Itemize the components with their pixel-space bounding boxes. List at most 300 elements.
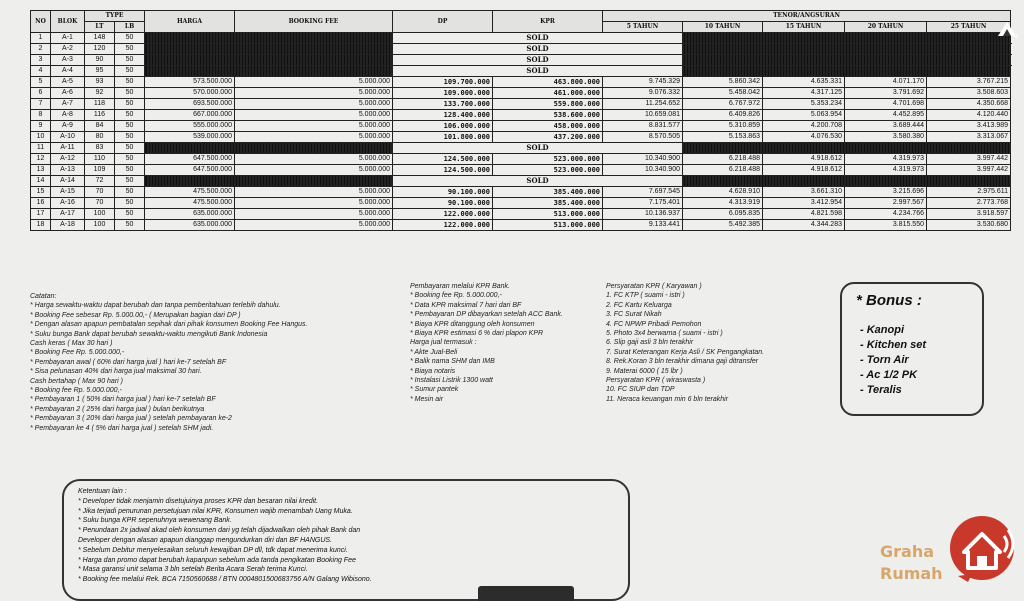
cell-lb: 50 (115, 165, 145, 176)
cell-lt: 70 (85, 187, 115, 198)
cell-harga: 475.500.000 (145, 198, 235, 209)
cell-15-tahun: 3.661.310 (763, 187, 845, 198)
table-row (31, 209, 1011, 220)
kpr-bank-line: * Data KPR maksimal 7 hari dari BF (410, 301, 522, 309)
cell-sold: SOLD (393, 55, 683, 66)
cell-dp: 109.000.000 (393, 88, 493, 99)
cell-redacted (683, 44, 1011, 55)
persyaratan-notes (606, 282, 764, 404)
persyaratan-line: 9. Materai 6000 ( 15 lbr ) (606, 367, 683, 375)
catatan-line: * Booking Fee sebesar Rp. 5.000.00,- ( Merupakan bagian dari DP ) (30, 311, 241, 319)
cell-kpr: 463.800.000 (493, 77, 603, 88)
header-15-tahun: 15 TAHUN (763, 22, 845, 33)
header-10-tahun: 10 TAHUN (683, 22, 763, 33)
cell-lt: 116 (85, 110, 115, 121)
cell-blok: A-5 (51, 77, 85, 88)
cell-lb: 50 (115, 33, 145, 44)
table-row (31, 99, 1011, 110)
table-row (31, 198, 1011, 209)
cell-25-tahun: 2.773.768 (927, 198, 1011, 209)
cell-lt: 110 (85, 154, 115, 165)
catatan-notes (30, 292, 307, 433)
catatan-line: * Pembayaran awal ( 60% dari harga jual ) hari ke-7 setelah BF (30, 358, 227, 366)
cell-no: 9 (31, 121, 51, 132)
table-row (31, 110, 1011, 121)
cell-blok: A-15 (51, 187, 85, 198)
catatan-line: * Pembayaran 3 ( 20% dari harga jual ) setelah pembayaran ke-2 (30, 415, 232, 423)
cell-25-tahun: 3.530.680 (927, 220, 1011, 231)
cell-booking-fee: 5.000.000 (235, 88, 393, 99)
cell-redacted (145, 143, 393, 154)
cell-harga: 539.000.000 (145, 132, 235, 143)
cell-harga: 647.500.000 (145, 165, 235, 176)
kpr-bank-line: * Instalasi Listrik 1300 watt (410, 377, 493, 385)
table-row (31, 66, 1011, 77)
cell-10-tahun: 5.860.342 (683, 77, 763, 88)
persyaratan-line: Persyaratan KPR ( Karyawan ) (606, 283, 702, 290)
cell-booking-fee: 5.000.000 (235, 99, 393, 110)
cell-redacted (683, 66, 1011, 77)
cell-kpr: 523.000.000 (493, 154, 603, 165)
catatan-line: Cash keras ( Max 30 hari ) (30, 340, 113, 348)
persyaratan-line: 2. FC Kartu Keluarga (606, 301, 672, 309)
cell-lb: 50 (115, 198, 145, 209)
cell-redacted (683, 55, 1011, 66)
cell-lt: 80 (85, 132, 115, 143)
price-table (30, 10, 1011, 231)
cell-blok: A-11 (51, 143, 85, 154)
cell-lt: 84 (85, 121, 115, 132)
cell-20-tahun: 3.580.380 (845, 132, 927, 143)
header-lt: LT (85, 22, 115, 33)
cell-lb: 50 (115, 88, 145, 99)
cell-10-tahun: 5.310.859 (683, 121, 763, 132)
cell-10-tahun: 5.492.385 (683, 220, 763, 231)
catatan-line: * Sisa pelunasan 40% dari harga jual maksimal 30 hari. (30, 368, 202, 376)
table-row (31, 55, 1011, 66)
cell-15-tahun: 4.918.612 (763, 165, 845, 176)
cell-booking-fee: 5.000.000 (235, 110, 393, 121)
cell-dp: 133.700.000 (393, 99, 493, 110)
cell-15-tahun: 4.344.283 (763, 220, 845, 231)
cell-lb: 50 (115, 77, 145, 88)
table-row (31, 132, 1011, 143)
kpr-bank-line: Pembayaran melalui KPR Bank. (410, 283, 510, 290)
cell-harga: 647.500.000 (145, 154, 235, 165)
bonus-item: - Ac 1/2 PK (860, 369, 918, 381)
cell-blok: A-16 (51, 198, 85, 209)
cell-lb: 50 (115, 132, 145, 143)
cell-booking-fee: 5.000.000 (235, 220, 393, 231)
cell-lb: 50 (115, 176, 145, 187)
ketentuan-line: * Suku bunga KPR sepenuhnya wewenang Bank. (78, 517, 232, 525)
cell-no: 13 (31, 165, 51, 176)
cell-no: 11 (31, 143, 51, 154)
persyaratan-line: 1. FC KTP ( suami - istri ) (606, 292, 685, 300)
price-table-body (31, 33, 1011, 231)
cell-harga: 635.000.000 (145, 220, 235, 231)
cell-harga: 693.500.000 (145, 99, 235, 110)
kpr-bank-line: Harga jual termasuk : (410, 339, 477, 347)
cell-5-tahun: 8.570.505 (603, 132, 683, 143)
ketentuan-box (62, 479, 630, 601)
cell-lb: 50 (115, 55, 145, 66)
cell-sold: SOLD (393, 176, 683, 187)
cell-10-tahun: 4.628.910 (683, 187, 763, 198)
cell-dp: 128.400.000 (393, 110, 493, 121)
cell-no: 15 (31, 187, 51, 198)
cell-20-tahun: 4.452.895 (845, 110, 927, 121)
catatan-line: Catatan: (30, 293, 57, 300)
kpr-bank-line: * Booking fee Rp. 5.000.000,- (410, 292, 502, 300)
cell-20-tahun: 3.815.550 (845, 220, 927, 231)
cell-15-tahun: 5.063.954 (763, 110, 845, 121)
cell-5-tahun: 9.133.441 (603, 220, 683, 231)
cell-10-tahun: 6.095.835 (683, 209, 763, 220)
cell-lb: 50 (115, 187, 145, 198)
header-no: NO (31, 11, 51, 33)
persyaratan-line: 6. Slip gaji asli 3 bln terakhir (606, 339, 694, 347)
cell-no: 7 (31, 99, 51, 110)
cell-no: 5 (31, 77, 51, 88)
cell-blok: A-1 (51, 33, 85, 44)
header-25-tahun: 25 TAHUN (927, 22, 1011, 33)
cell-blok: A-13 (51, 165, 85, 176)
kpr-bank-line: * Sumur pantek (410, 386, 459, 394)
cell-booking-fee: 5.000.000 (235, 209, 393, 220)
kpr-bank-notes (410, 282, 563, 404)
cell-10-tahun: 5.153.863 (683, 132, 763, 143)
cell-kpr: 513.000.000 (493, 220, 603, 231)
cell-blok: A-12 (51, 154, 85, 165)
cell-dp: 90.100.000 (393, 198, 493, 209)
cell-no: 14 (31, 176, 51, 187)
cell-5-tahun: 7.697.545 (603, 187, 683, 198)
cell-blok: A-18 (51, 220, 85, 231)
cell-kpr: 513.000.000 (493, 209, 603, 220)
cell-no: 4 (31, 66, 51, 77)
kpr-bank-line: * Akte Jual-Beli (410, 348, 458, 356)
cell-15-tahun: 4.635.331 (763, 77, 845, 88)
cell-redacted (683, 33, 1011, 44)
cell-redacted (145, 44, 393, 55)
cell-no: 12 (31, 154, 51, 165)
cell-no: 16 (31, 198, 51, 209)
cell-10-tahun: 6.218.488 (683, 154, 763, 165)
cell-dp: 122.000.000 (393, 220, 493, 231)
cell-lt: 95 (85, 66, 115, 77)
cell-blok: A-14 (51, 176, 85, 187)
cell-5-tahun: 10.340.900 (603, 154, 683, 165)
header-type: TYPE (85, 11, 145, 22)
cell-sold: SOLD (393, 44, 683, 55)
persyaratan-line: Persyaratan KPR ( wiraswasta ) (606, 377, 706, 385)
cell-5-tahun: 10.340.900 (603, 165, 683, 176)
cell-5-tahun: 9.076.332 (603, 88, 683, 99)
header-20-tahun: 20 TAHUN (845, 22, 927, 33)
cell-lb: 50 (115, 44, 145, 55)
cell-kpr: 559.800.000 (493, 99, 603, 110)
cell-redacted (145, 176, 393, 187)
cell-10-tahun: 6.409.826 (683, 110, 763, 121)
cell-booking-fee: 5.000.000 (235, 154, 393, 165)
cell-no: 1 (31, 33, 51, 44)
cell-5-tahun: 10.136.937 (603, 209, 683, 220)
cell-redacted (145, 55, 393, 66)
cell-20-tahun: 3.689.444 (845, 121, 927, 132)
cell-lb: 50 (115, 143, 145, 154)
persyaratan-line: 5. Photo 3x4 berwarna ( suami - istri ) (606, 330, 723, 338)
cell-no: 8 (31, 110, 51, 121)
catatan-line: Cash bertahap ( Max 90 hari ) (30, 377, 123, 385)
watermark-word-rumah: Rumah (880, 564, 943, 583)
cell-20-tahun: 3.215.696 (845, 187, 927, 198)
cell-redacted (145, 33, 393, 44)
bonus-item: - Torn Air (860, 354, 909, 366)
cell-10-tahun: 6.767.972 (683, 99, 763, 110)
cell-redacted (683, 176, 1011, 187)
cell-25-tahun: 3.413.989 (927, 121, 1011, 132)
cell-kpr: 385.400.000 (493, 187, 603, 198)
cell-20-tahun: 4.234.766 (845, 209, 927, 220)
ketentuan-line: * Booking fee melalui Rek. BCA 7150560688 / BTN 0004801500683756 A/N Galang Wibisono. (78, 576, 372, 584)
cell-20-tahun: 4.319.973 (845, 154, 927, 165)
cell-lt: 83 (85, 143, 115, 154)
cell-lt: 100 (85, 220, 115, 231)
cell-lt: 70 (85, 198, 115, 209)
cell-20-tahun: 4.319.973 (845, 165, 927, 176)
cell-dp: 122.000.000 (393, 209, 493, 220)
kpr-bank-line: * Pembayaran DP dibayarkan setelah ACC Bank. (410, 311, 563, 319)
cell-dp: 124.500.000 (393, 154, 493, 165)
cell-blok: A-3 (51, 55, 85, 66)
cell-harga: 570.000.000 (145, 88, 235, 99)
ketentuan-line: * Harga dan promo dapat berubah kapanpun sebelum ada tanda pengikatan Booking Fee (78, 556, 356, 564)
cell-lb: 50 (115, 110, 145, 121)
cell-dp: 106.000.000 (393, 121, 493, 132)
kpr-bank-line: * Balik nama SHM dan IMB (410, 358, 495, 366)
bonus-title: * Bonus : (856, 292, 922, 309)
cell-kpr: 458.000.000 (493, 121, 603, 132)
cell-5-tahun: 7.175.401 (603, 198, 683, 209)
cell-25-tahun: 3.997.442 (927, 154, 1011, 165)
cell-15-tahun: 4.200.708 (763, 121, 845, 132)
ketentuan-line: Developer dengan alasan apapun dianggap mengundurkan diri dan BF HANGUS. (78, 536, 332, 544)
cell-sold: SOLD (393, 66, 683, 77)
cell-no: 10 (31, 132, 51, 143)
cell-booking-fee: 5.000.000 (235, 165, 393, 176)
persyaratan-line: 4. FC NPWP Pribadi Pemohon (606, 320, 702, 328)
cell-15-tahun: 5.353.234 (763, 99, 845, 110)
kpr-bank-line: * Biaya notaris (410, 367, 456, 375)
cell-blok: A-10 (51, 132, 85, 143)
table-row (31, 77, 1011, 88)
cell-20-tahun: 3.791.692 (845, 88, 927, 99)
cell-kpr: 437.200.000 (493, 132, 603, 143)
persyaratan-line: 7. Surat Keterangan Kerja Asli / SK Pengangkatan. (606, 348, 765, 356)
header-kpr: KPR (493, 11, 603, 33)
cell-harga: 573.500.000 (145, 77, 235, 88)
cell-lb: 50 (115, 154, 145, 165)
catatan-line: * Suku bunga Bank dapat berubah sewaktu-waktu mengikuti Bank Indonesia (30, 330, 268, 338)
ketentuan-line: * Jika terjadi penurunan persetujuan nilai KPR, Konsumen wajib menambah Uang Muka. (78, 507, 353, 515)
cell-25-tahun: 4.350.668 (927, 99, 1011, 110)
catatan-line: * Pembayaran 1 ( 50% dari harga jual ) hari ke-7 setelah BF (30, 396, 216, 404)
table-row (31, 154, 1011, 165)
tango-logo-icon (996, 18, 1018, 40)
ketentuan-line: * Developer tidak menjamin disetujuinya proses KPR dan besaran nilai kredit. (78, 497, 319, 505)
cell-20-tahun: 4.701.698 (845, 99, 927, 110)
cell-no: 2 (31, 44, 51, 55)
cell-lt: 120 (85, 44, 115, 55)
cell-10-tahun: 6.218.488 (683, 165, 763, 176)
bonus-box (840, 282, 984, 416)
kpr-bank-line: * Mesin air (410, 395, 444, 403)
cell-25-tahun: 2.975.611 (927, 187, 1011, 198)
persyaratan-line: 11. Neraca keuangan min 6 bln terakhir (606, 395, 729, 403)
table-row (31, 88, 1011, 99)
cell-dp: 90.100.000 (393, 187, 493, 198)
cell-blok: A-2 (51, 44, 85, 55)
cell-15-tahun: 4.821.598 (763, 209, 845, 220)
bottom-overlay-tab (478, 586, 574, 601)
table-row (31, 143, 1011, 154)
cell-lt: 92 (85, 88, 115, 99)
cell-blok: A-4 (51, 66, 85, 77)
cell-20-tahun: 2.997.567 (845, 198, 927, 209)
cell-harga: 667.000.000 (145, 110, 235, 121)
catatan-line: * Pembayaran ke 4 ( 5% dari harga jual ) setelah SHM jadi. (30, 424, 214, 432)
kpr-bank-line: * Biaya KPR estimasi 6 % dari plapon KPR (410, 330, 544, 338)
cell-blok: A-17 (51, 209, 85, 220)
header-tenor: TENOR/ANGSURAN (603, 11, 1011, 22)
cell-lb: 50 (115, 66, 145, 77)
cell-lt: 109 (85, 165, 115, 176)
cell-10-tahun: 5.458.042 (683, 88, 763, 99)
header-harga: HARGA (145, 11, 235, 33)
cell-5-tahun: 8.831.577 (603, 121, 683, 132)
table-row (31, 44, 1011, 55)
cell-booking-fee: 5.000.000 (235, 198, 393, 209)
cell-booking-fee: 5.000.000 (235, 121, 393, 132)
cell-25-tahun: 4.120.440 (927, 110, 1011, 121)
cell-25-tahun: 3.918.597 (927, 209, 1011, 220)
table-row (31, 187, 1011, 198)
cell-20-tahun: 4.071.170 (845, 77, 927, 88)
table-row (31, 220, 1011, 231)
cell-booking-fee: 5.000.000 (235, 132, 393, 143)
cell-lt: 100 (85, 209, 115, 220)
cell-5-tahun: 10.659.081 (603, 110, 683, 121)
header-booking-fee: BOOKING FEE (235, 11, 393, 33)
ketentuan-line: * Penundaan 2x jadwal akad oleh konsumen dari yg telah dijadwalkan oleh pihak Bank dan (78, 527, 361, 535)
cell-harga: 635.000.000 (145, 209, 235, 220)
cell-harga: 555.000.000 (145, 121, 235, 132)
cell-kpr: 538.600.000 (493, 110, 603, 121)
cell-harga: 475.500.000 (145, 187, 235, 198)
cell-sold: SOLD (393, 143, 683, 154)
bonus-item: - Teralis (860, 384, 902, 396)
cell-25-tahun: 3.313.067 (927, 132, 1011, 143)
cell-lt: 72 (85, 176, 115, 187)
cell-booking-fee: 5.000.000 (235, 187, 393, 198)
ketentuan-line: * Masa garansi unit selama 3 bln setelah Berita Acara Serah terima Kunci. (78, 566, 308, 574)
table-row (31, 33, 1011, 44)
cell-lb: 50 (115, 121, 145, 132)
watermark-word-graha: Graha (880, 542, 935, 561)
cell-lt: 118 (85, 99, 115, 110)
cell-kpr: 461.000.000 (493, 88, 603, 99)
cell-kpr: 523.000.000 (493, 165, 603, 176)
cell-lt: 90 (85, 55, 115, 66)
persyaratan-line: 3. FC Surat Nikah (606, 311, 662, 319)
cell-no: 6 (31, 88, 51, 99)
cell-redacted (683, 143, 1011, 154)
cell-blok: A-7 (51, 99, 85, 110)
cell-blok: A-9 (51, 121, 85, 132)
cell-dp: 101.800.000 (393, 132, 493, 143)
persyaratan-line: 10. FC SIUP dan TDP (606, 386, 675, 394)
header-blok: BLOK (51, 11, 85, 33)
cell-lt: 148 (85, 33, 115, 44)
cell-no: 17 (31, 209, 51, 220)
persyaratan-line: 8. Rek.Koran 3 bln terakhir dimana gaji ditransfer (606, 358, 759, 366)
cell-lb: 50 (115, 209, 145, 220)
cell-lb: 50 (115, 99, 145, 110)
kpr-bank-line: * Biaya KPR ditanggung oleh konsumen (410, 320, 535, 328)
cell-dp: 109.700.000 (393, 77, 493, 88)
graha-rumah-watermark (880, 512, 1020, 592)
cell-blok: A-8 (51, 110, 85, 121)
cell-15-tahun: 4.317.125 (763, 88, 845, 99)
cell-15-tahun: 4.918.612 (763, 154, 845, 165)
ketentuan-line: * Sebelum Debitur menyelesaikan seluruh kewajiban DP dll, tdk dapat menerima kunci. (78, 546, 348, 554)
header-dp: DP (393, 11, 493, 33)
svg-text:+: + (1013, 32, 1020, 41)
catatan-line: * Dengan alasan apapun pembatalan sepihak dari pihak konsumen Booking Fee Hangus. (30, 321, 308, 329)
header-lb: LB (115, 22, 145, 33)
catatan-line: * Harga sewaktu-waktu dapat berubah dan tanpa pemberitahuan terlebih dahulu. (30, 302, 281, 310)
header-5-tahun: 5 TAHUN (603, 22, 683, 33)
cell-lt: 93 (85, 77, 115, 88)
cell-25-tahun: 3.508.603 (927, 88, 1011, 99)
bonus-item: - Kanopi (860, 324, 904, 336)
table-row (31, 121, 1011, 132)
table-row (31, 165, 1011, 176)
cell-no: 18 (31, 220, 51, 231)
bonus-item: - Kitchen set (860, 339, 927, 351)
ketentuan-line: Ketentuan lain : (78, 488, 127, 495)
cell-kpr: 385.400.000 (493, 198, 603, 209)
cell-25-tahun: 3.997.442 (927, 165, 1011, 176)
cell-15-tahun: 4.076.530 (763, 132, 845, 143)
catatan-line: * Booking fee Rp. 5.000.000,- (30, 387, 122, 395)
cell-redacted (145, 66, 393, 77)
house-speaker-icon (944, 512, 1020, 592)
catatan-line: * Booking Fee Rp. 5.000.000,- (30, 349, 125, 357)
cell-25-tahun: 3.767.215 (927, 77, 1011, 88)
cell-no: 3 (31, 55, 51, 66)
cell-lb: 50 (115, 220, 145, 231)
cell-5-tahun: 9.745.329 (603, 77, 683, 88)
cell-blok: A-6 (51, 88, 85, 99)
table-row (31, 176, 1011, 187)
ketentuan-lines (64, 481, 628, 585)
catatan-line: * Pembayaran 2 ( 25% dari harga jual ) bulan berikutnya (30, 405, 205, 413)
cell-5-tahun: 11.254.652 (603, 99, 683, 110)
cell-sold: SOLD (393, 33, 683, 44)
cell-booking-fee: 5.000.000 (235, 77, 393, 88)
